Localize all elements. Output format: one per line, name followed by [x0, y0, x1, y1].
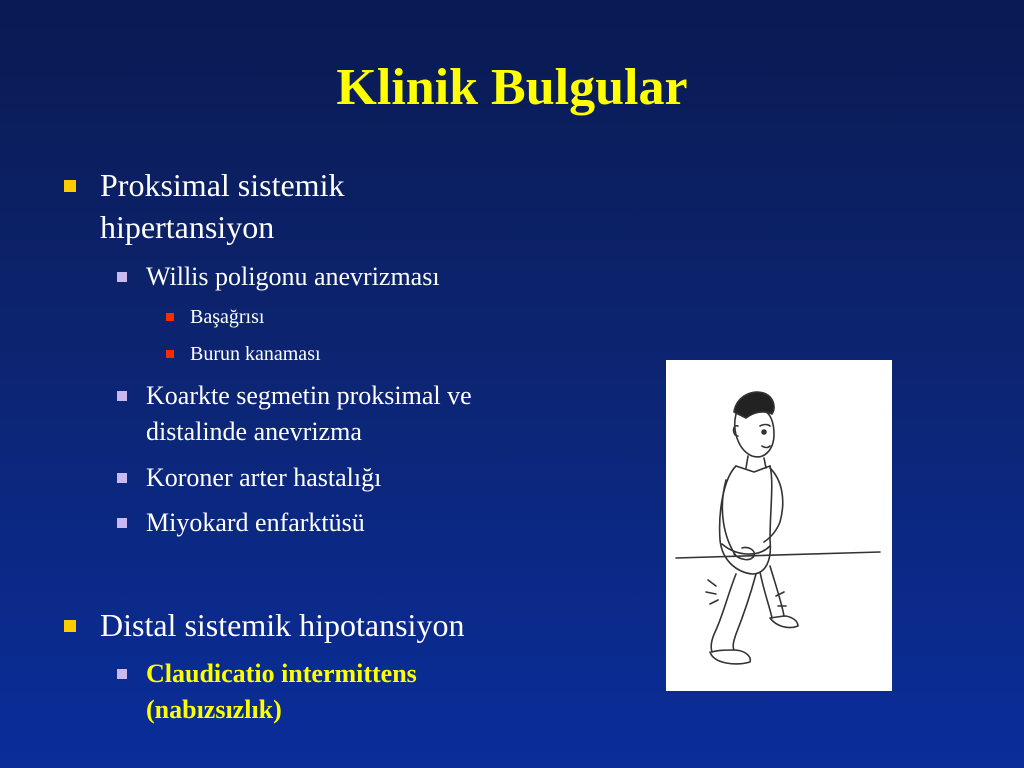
- back-shoe: [770, 616, 798, 628]
- front-leg-inner: [733, 574, 756, 650]
- bullet-claudicatio-line2: (nabızsızlık): [146, 695, 282, 724]
- bullet-koarkte-line2: distalinde anevrizma: [146, 417, 362, 446]
- front-shoe: [710, 650, 750, 664]
- bullet-willis: Willis poligonu anevrizması: [146, 262, 440, 291]
- bullet-basagrisi: Başağrısı: [190, 306, 265, 328]
- bullet-square-icon: [64, 620, 76, 632]
- pain-mark: [706, 592, 716, 594]
- bullet-koarkte-line1: Koarkte segmetin proksimal ve: [146, 381, 472, 410]
- bullet-square-icon: [117, 669, 127, 679]
- bullet-square-icon: [64, 180, 76, 192]
- bullet-square-icon: [117, 272, 127, 282]
- brow: [760, 425, 770, 427]
- claudication-illustration: [666, 360, 892, 691]
- head: [735, 412, 774, 457]
- bullet-proksimal: [100, 164, 344, 248]
- bullet-claudicatio-line1: Claudicatio intermittens: [146, 659, 417, 688]
- neck: [746, 456, 766, 468]
- pain-mark: [710, 600, 718, 604]
- limping-man-drawing: [666, 360, 892, 691]
- bullet-koroner: Koroner arter hastalığı: [146, 463, 382, 492]
- collar: [736, 466, 770, 472]
- mouth: [762, 446, 770, 448]
- ground-line: [676, 552, 880, 558]
- bullet-koarkte: [146, 378, 472, 450]
- torso: [720, 466, 772, 574]
- bullet-square-icon: [117, 518, 127, 528]
- pain-mark: [776, 592, 784, 596]
- bullet-proksimal-line1: Proksimal sistemik: [100, 167, 345, 203]
- bullet-miyokard: Miyokard enfarktüsü: [146, 508, 365, 537]
- bullet-square-icon: [117, 473, 127, 483]
- bullet-distal: Distal sistemik hipotansiyon: [100, 607, 465, 643]
- left-arm: [764, 468, 783, 542]
- bullet-square-icon: [117, 391, 127, 401]
- back-leg-inner: [770, 566, 784, 616]
- pain-mark: [708, 580, 716, 586]
- bullet-proksimal-line2: hipertansiyon: [100, 209, 275, 245]
- bullet-burun-kanamasi: Burun kanaması: [190, 343, 321, 365]
- bullet-square-icon: [166, 313, 174, 321]
- bullet-claudicatio: [146, 656, 417, 728]
- slide-title: Klinik Bulgular: [336, 59, 688, 116]
- jacket-hem: [722, 544, 770, 554]
- eye: [762, 430, 766, 434]
- back-leg-outer: [760, 572, 772, 618]
- bullet-square-icon: [166, 350, 174, 358]
